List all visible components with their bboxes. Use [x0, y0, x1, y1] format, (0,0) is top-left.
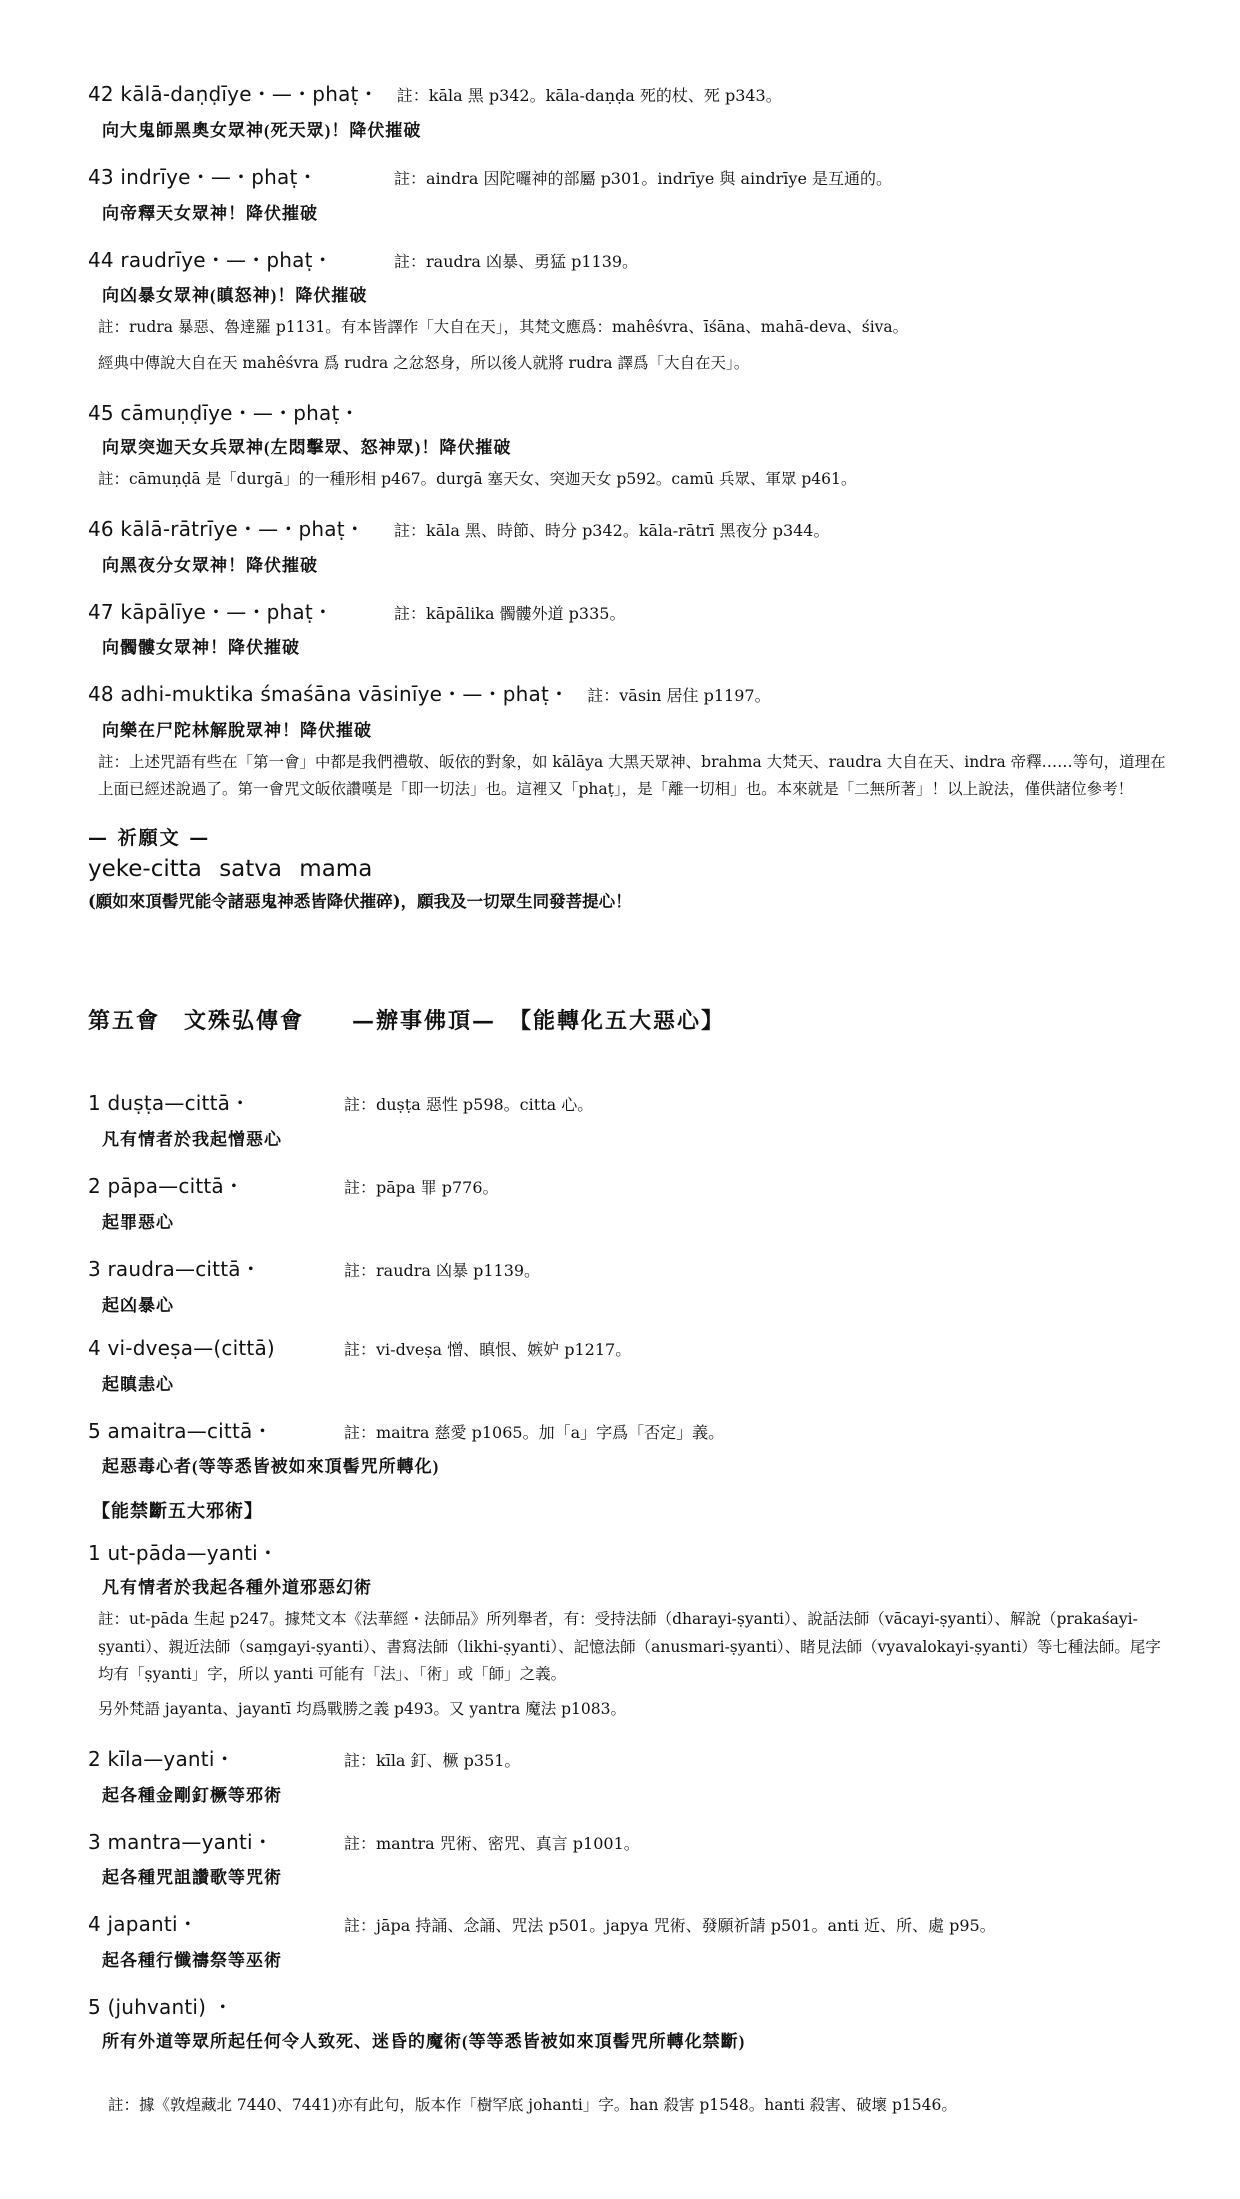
entry-extra-note: 另外梵語 jayanta、jayantī 均爲戰勝之義 p493。又 yantra 魔法 p1083。	[98, 1699, 627, 1718]
section-citta-entries	[88, 1087, 1176, 1477]
entry-line	[88, 1908, 1176, 1939]
entry-line	[88, 397, 1176, 426]
entry	[88, 596, 1176, 659]
entry-note: 註：kāpālika 髑髏外道 p335。	[394, 603, 626, 623]
entry	[88, 1336, 1176, 1395]
entry-line	[88, 678, 1176, 709]
entry-line	[88, 1415, 1176, 1446]
entry-note: 註：kīla 釘、橛 p351。	[344, 1750, 521, 1770]
entry	[88, 1253, 1176, 1316]
entry	[88, 78, 1176, 141]
entry-gloss: 向黑夜分女眾神！降伏摧破	[102, 555, 318, 575]
entry-gloss: 向大鬼師黑奧女眾神(死天眾)！降伏摧破	[102, 120, 422, 140]
entry-line	[88, 1087, 1176, 1118]
entry-extra-note: 註：據《敦煌藏北 7440、7441)亦有此句，版本作「樹罕底 johanti」字。han 殺害 p1548。hanti 殺害、破壞 p1546。	[108, 2096, 957, 2115]
entry-line	[88, 78, 1176, 109]
entry-note: 註：raudra 凶暴 p1139。	[344, 1261, 541, 1280]
entry-gloss: 凡有情者於我起各種外道邪惡幻術	[102, 1578, 372, 1598]
entry-note: 註：kāla 黑、時節、時分 p342。kāla-rātrī 黑夜分 p344。	[394, 520, 830, 540]
entry-note: 註：duṣṭa 惡性 p598。citta 心。	[344, 1095, 594, 1115]
entry	[88, 1743, 1176, 1806]
entry-extra-note: 註：上述咒語有些在「第一會」中都是我們禮敬、皈依的對象，如 kālāya 大黑天眾神、brahma 大梵天、raudra 大自在天、indra 帝釋……等句，道理在上面已經述說過了。第一會咒文皈依讚嘆是「即一切法」也。這裡又「phaṭ」，是「離一切相」也。本來就是「二無所著」！以上說法，僅供諸位參考！	[98, 753, 1166, 799]
entry-gloss: 起罪惡心	[102, 1213, 174, 1232]
entry-sanskrit: 45 cāmuṇḍīye・—・phaṭ・	[88, 400, 360, 425]
entry-gloss: 向凶暴女眾神(瞋怒神)！降伏摧破	[102, 286, 368, 306]
entry-line	[88, 596, 1176, 627]
entry	[88, 161, 1176, 224]
entry-gloss: 起各種金剛釘橛等邪術	[102, 1785, 282, 1805]
entry	[88, 513, 1176, 576]
entry-note: 註：raudra 凶暴、勇猛 p1139。	[394, 251, 639, 271]
entry	[88, 1415, 1176, 1478]
prayer-gloss: (願如來頂髻咒能令諸惡鬼神悉皆降伏摧碎)，願我及一切眾生同發菩提心！	[88, 892, 632, 912]
entry-gloss: 向眾突迦天女兵眾神(左悶擊眾、怒神眾)！降伏摧破	[102, 437, 512, 457]
entry-sanskrit: 4 japanti・	[88, 1912, 198, 1937]
entry-gloss: 向帝釋天女眾神！降伏摧破	[102, 203, 318, 223]
entry-gloss: 所有外道等眾所起任何令人致死、迷昏的魔術(等等悉皆被如來頂髻咒所轉化禁斷)	[102, 2032, 746, 2052]
entry-gloss: 起瞋恚心	[102, 1374, 174, 1394]
entry-note: 註：mantra 咒術、密咒、真言 p1001。	[344, 1833, 640, 1853]
entry-gloss: 起各種行懺禱祭等巫術	[102, 1951, 282, 1971]
entry-sanskrit: 3 raudra—cittā・	[88, 1257, 261, 1281]
section-phat-entries	[88, 78, 1176, 803]
entry-sanskrit: 2 pāpa—cittā・	[88, 1174, 245, 1199]
section5-header: 第五會 文殊弘傳會 —辦事佛頂— 【能轉化五大惡心】	[88, 1008, 726, 1035]
entry-line	[88, 1826, 1176, 1857]
entry-note: 註：aindra 因陀囉神的部屬 p301。indrīye 與 aindrīye 是互通的。	[394, 168, 893, 188]
entry-note: 註：kāla 黑 p342。kāla-daṇḍa 死的杖、死 p343。	[396, 86, 782, 105]
entry	[88, 1087, 1176, 1150]
entry-sanskrit: 1 ut-pāda—yanti・	[88, 1541, 279, 1566]
entry-extra-note: 經典中傳說大自在天 mahêśvra 爲 rudra 之忿怒身，所以後人就將 rudra 譯爲「大自在天」。	[98, 353, 750, 372]
entry	[88, 1826, 1176, 1889]
entry-sanskrit: 42 kālā-daṇḍīye・—・phaṭ・	[88, 82, 379, 106]
entry-sanskrit: 1 duṣṭa—cittā・	[88, 1091, 251, 1116]
entry-sanskrit: 3 mantra—yanti・	[88, 1829, 273, 1854]
prayer-header: — 祈願文 —	[88, 827, 211, 850]
entry-line	[88, 1743, 1176, 1774]
entry	[88, 397, 1176, 493]
entry-gloss: 起惡毒心者(等等悉皆被如來頂髻咒所轉化)	[102, 1457, 440, 1477]
entry-sanskrit: 47 kāpālīye・—・phaṭ・	[88, 599, 334, 624]
entry-line	[88, 1170, 1176, 1201]
entry-note: 註：maitra 慈愛 p1065。加「a」字爲「否定」義。	[344, 1422, 725, 1442]
entry-gloss: 凡有情者於我起憎惡心	[102, 1130, 282, 1150]
entry-sanskrit: 2 kīla—yanti・	[88, 1746, 235, 1771]
prayer-block	[88, 823, 1176, 912]
entry-gloss: 起凶暴心	[102, 1295, 174, 1315]
entry-gloss: 向樂在尸陀林解脫眾神！降伏摧破	[102, 721, 372, 741]
entry-sanskrit: 44 raudrīye・—・phaṭ・	[88, 247, 333, 272]
entry	[88, 1991, 1176, 2119]
entry-sanskrit: 5 amaitra—cittā・	[88, 1418, 273, 1443]
entry-line	[88, 1336, 1176, 1363]
entry-note: 註：vi-dveṣa 憎、瞋恨、嫉妒 p1217。	[344, 1339, 632, 1359]
entry-line	[88, 244, 1176, 275]
entry-gloss: 向髑髏女眾神！降伏摧破	[102, 638, 300, 658]
entry-extra-note: 註：cāmuṇḍā 是「durgā」的一種形相 p467。durgā 塞天女、突迦天女 p592。camū 兵眾、軍眾 p461。	[98, 469, 857, 488]
entry-line	[88, 513, 1176, 544]
entry	[88, 244, 1176, 377]
entry	[88, 1170, 1176, 1233]
entry-gloss: 起各種咒詛讚歌等咒術	[102, 1868, 282, 1888]
entry	[88, 678, 1176, 803]
entry-extra-note: 註：rudra 暴惡、魯達羅 p1131。有本皆譯作「大自在天」，其梵文應爲：mahêśvra、īśāna、mahā-deva、śiva。	[98, 318, 909, 337]
entry-sanskrit: 48 adhi-muktika śmaśāna vāsinīye・—・phaṭ・	[88, 682, 570, 707]
entry-sanskrit: 4 vi-dveṣa—(cittā)	[88, 1335, 275, 1360]
entry-line	[88, 161, 1176, 192]
prayer-mantra: yeke-citta satva mama	[88, 856, 373, 883]
section-yanti-entries	[88, 1537, 1176, 2119]
entry-extra-note: 註：ut-pāda 生起 p247。據梵文本《法華經・法師品》所列舉者，有：受持法師（dharayi-ṣyanti）、說話法師（vācayi-ṣyanti）、解說（prakaśayi-ṣyanti）、親近法師（saṃgayi-ṣyanti）、書寫法師（likhi-ṣyanti）、記憶法師（anusmari-ṣyanti）、睹見法師（vyavalokayi-ṣyanti）等七種法師。尾字均有「ṣyanti」字，所以 yanti 可能有「法」、「術」或「師」之義。	[98, 1610, 1161, 1683]
entry-note: 註：vāsin 居住 p1197。	[587, 686, 771, 706]
entry	[88, 1537, 1176, 1723]
subheader-evil-arts: 【能禁斷五大邪術】	[92, 1501, 263, 1523]
entry-sanskrit: 5 (juhvanti) ・	[88, 1995, 233, 2020]
entry-line	[88, 1253, 1176, 1284]
entry-sanskrit: 46 kālā-rātrīye・—・phaṭ・	[88, 516, 365, 541]
entry	[88, 1908, 1176, 1971]
entry-sanskrit: 43 indrīye・—・phaṭ・	[88, 164, 318, 189]
entry-line	[88, 1537, 1176, 1566]
entry-note: 註：pāpa 罪 p776。	[344, 1178, 499, 1198]
entry-note: 註：jāpa 持誦、念誦、咒法 p501。japya 咒術、發願祈請 p501。anti 近、所、處 p95。	[344, 1916, 996, 1936]
entry-line	[88, 1991, 1176, 2020]
